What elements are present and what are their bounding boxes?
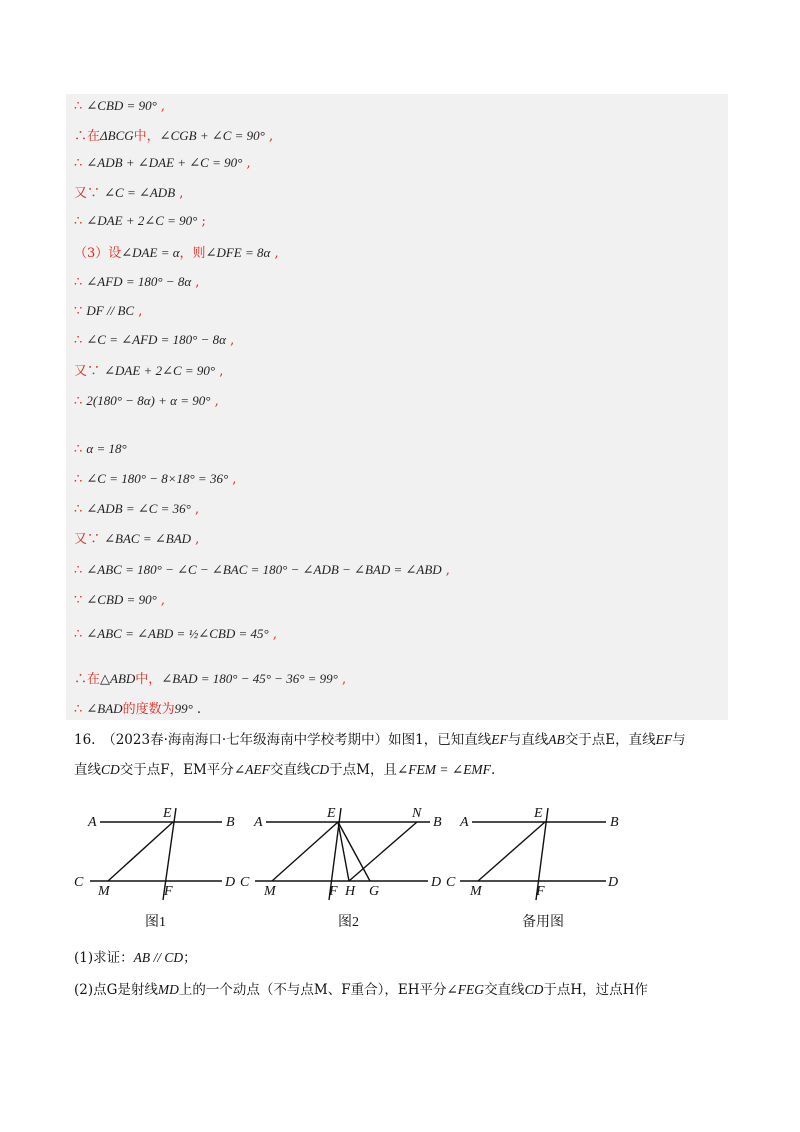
figure-1: [90, 808, 222, 900]
question-1: [74, 948, 197, 968]
solution-step: [74, 670, 346, 689]
math-expression: ∠C = ∠AFD = 180° − 8α: [86, 332, 226, 347]
text-fragment: ,: [215, 364, 224, 379]
fig3-label-E: E: [534, 806, 543, 821]
text-fragment: ,: [268, 627, 277, 642]
text-fragment: ,: [175, 186, 184, 201]
math-expression: ∠AEF: [233, 762, 270, 777]
figure-spare: [460, 808, 606, 900]
math-expression: ∠ADB + ∠DAE + ∠C = 90°: [86, 155, 243, 170]
text-fragment: ∴: [74, 442, 87, 457]
line-hn: [349, 822, 417, 881]
text-fragment: ∴: [74, 502, 87, 517]
text-fragment: 交直线: [269, 762, 311, 778]
fig3-label-D: D: [608, 875, 619, 890]
solution-step: [74, 212, 206, 231]
text-fragment: 中，: [133, 129, 160, 144]
text-fragment: ,: [134, 304, 143, 319]
solution-step: [74, 362, 223, 381]
line-em: [272, 822, 338, 881]
text-fragment: ∴: [74, 275, 87, 290]
solution-step: [74, 273, 199, 292]
fig2-label-F: F: [329, 884, 338, 899]
text-fragment: 与: [672, 732, 686, 748]
text-fragment: ∴: [74, 472, 87, 487]
fig2-label-G: G: [369, 884, 380, 899]
text-fragment: ,: [337, 672, 347, 687]
math-expression: ∠ABC = ∠ABD = ½∠CBD = 45°: [86, 626, 269, 641]
text-fragment: ∴: [74, 563, 87, 578]
fig1-label-B: B: [226, 815, 235, 830]
text-fragment: ,: [264, 129, 274, 144]
text-fragment: 交于点F，EM平分: [119, 762, 234, 778]
solution-step: [74, 591, 165, 610]
math-expression: ∠FEM = ∠EMF: [396, 762, 491, 777]
text-fragment: ∴: [74, 627, 87, 642]
math-expression: ∠CBD = 90°: [86, 98, 157, 113]
solution-step: [74, 154, 251, 173]
fig2-label-A: A: [254, 815, 263, 830]
fig1-label-E: E: [163, 806, 172, 821]
solution-step: [74, 700, 201, 719]
fig3-label-A: A: [460, 815, 469, 830]
solution-step: [74, 302, 142, 321]
problem-statement-line1: [74, 730, 686, 750]
math-expression: ∠BAD = 180° − 45° − 36° = 99°: [161, 671, 338, 686]
text-fragment: ,: [228, 472, 237, 487]
fig2-label-E: E: [327, 806, 336, 821]
fig3-label-B: B: [610, 815, 619, 830]
fig3-label-C: C: [446, 875, 456, 890]
math-expression: ∠DAE + 2∠C = 90°: [104, 363, 216, 378]
line-em: [108, 822, 173, 881]
solution-step: [74, 440, 127, 459]
text-fragment: 于点M，且: [329, 762, 397, 778]
text-fragment: 的度数为: [122, 702, 175, 717]
text-fragment: ∴在: [74, 129, 101, 144]
fig3-label-F: F: [536, 884, 545, 899]
solution-step: [74, 331, 234, 350]
fig2-label-B: B: [433, 815, 442, 830]
text-fragment: 与直线: [507, 732, 549, 748]
math-expression: MD: [157, 982, 179, 997]
solution-step: [74, 530, 199, 549]
fig1-label-C: C: [74, 875, 84, 890]
math-expression: EF: [655, 732, 673, 747]
text-fragment: ∵: [74, 593, 87, 608]
solution-step: [74, 244, 279, 263]
math-expression: EF: [491, 732, 508, 747]
fig2-caption: 图2: [338, 915, 359, 930]
figure-2: [255, 808, 430, 900]
text-fragment: ,: [242, 156, 251, 171]
text-fragment: ∴: [74, 214, 87, 229]
figures: [0, 800, 800, 930]
text-fragment: ,: [191, 275, 200, 290]
text-fragment: ；: [183, 950, 197, 966]
math-expression: 99°: [174, 701, 193, 716]
math-expression: ∠C = 180° − 8×18° = 36°: [86, 471, 229, 486]
solution-step: [74, 625, 277, 644]
math-expression: ΔBCG: [100, 128, 134, 143]
math-expression: ∠BAC = ∠BAD: [104, 531, 192, 546]
text-fragment: ∴: [74, 156, 87, 171]
text-fragment: ∴: [74, 333, 87, 348]
question-2: [74, 980, 648, 1000]
text-fragment: ,: [156, 99, 166, 114]
solution-step: [74, 500, 199, 519]
math-expression: AB: [548, 732, 565, 747]
text-fragment: ∴: [74, 394, 87, 409]
text-fragment: ，则: [179, 246, 206, 261]
solution-step: [74, 561, 450, 580]
fig3-label-M: M: [470, 884, 482, 899]
text-fragment: ∴: [74, 99, 87, 114]
math-expression: CD: [524, 982, 544, 997]
line-em: [478, 822, 545, 881]
solution-step: [74, 392, 219, 411]
text-fragment: 又∵: [74, 186, 105, 201]
math-expression: ∠AFD = 180° − 8α: [86, 274, 192, 289]
fig2-label-N: N: [412, 806, 422, 821]
text-fragment: ,: [210, 394, 219, 409]
text-fragment: 上的一个动点（不与点M、F重合），EH平分: [178, 982, 447, 998]
fig1-label-M: M: [98, 884, 110, 899]
math-expression: DF // BC: [86, 303, 135, 318]
math-expression: AB // CD: [133, 950, 184, 965]
math-expression: △ABD: [100, 671, 136, 686]
problem-statement-line2: [74, 760, 504, 780]
text-fragment: 于点H，过点H作: [543, 982, 648, 998]
solution-step: [74, 470, 236, 489]
fig3-caption: 备用图: [522, 915, 564, 930]
fig1-label-D: D: [225, 875, 236, 890]
text-fragment: ∵: [74, 304, 87, 319]
text-fragment: 交直线: [484, 982, 525, 998]
fig1-caption: 图1: [145, 915, 166, 930]
math-expression: ∠CBD = 90°: [86, 592, 157, 607]
text-fragment: ,: [156, 593, 166, 608]
math-expression: α = 18°: [86, 441, 127, 456]
math-expression: ∠C = ∠ADB: [104, 185, 176, 200]
math-expression: ∠DAE + 2∠C = 90°: [86, 213, 198, 228]
fig1-label-A: A: [88, 815, 97, 830]
solution-step: [74, 184, 183, 203]
text-fragment: ,: [270, 246, 279, 261]
solution-step: [74, 127, 273, 146]
text-fragment: ;: [197, 214, 206, 229]
fig2-label-M: M: [264, 884, 276, 899]
text-fragment: 中，: [135, 672, 162, 687]
math-expression: ∠DFE = 8α: [205, 245, 271, 260]
text-fragment: ．: [490, 762, 505, 778]
text-fragment: 又∵: [74, 532, 105, 547]
fig1-label-F: F: [164, 884, 173, 899]
text-fragment: (2)点G是射线: [74, 982, 158, 998]
text-fragment: ,: [225, 333, 235, 348]
math-expression: ∠BAD: [86, 701, 123, 716]
text-fragment: 又∵: [74, 364, 105, 379]
math-expression: CD: [310, 762, 330, 777]
text-fragment: ,: [191, 532, 200, 547]
math-expression: ∠ADB = ∠C = 36°: [86, 501, 191, 516]
text-fragment: 直线: [74, 762, 101, 778]
text-fragment: .: [192, 702, 202, 717]
fig2-label-D: D: [431, 875, 442, 890]
math-expression: ∠ABC = 180° − ∠C − ∠BAC = 180° − ∠ADB − ∠BAD = ∠ABD: [86, 562, 442, 577]
solution-step: [74, 97, 165, 116]
fig2-label-C: C: [240, 875, 250, 890]
text-fragment: 交于点E，直线: [564, 732, 656, 748]
text-fragment: （3）设: [74, 246, 122, 261]
fig2-label-H: H: [345, 884, 356, 899]
math-expression: ∠FEG: [446, 982, 485, 997]
text-fragment: ∴在: [74, 672, 101, 687]
math-expression: CD: [101, 762, 120, 777]
math-expression: ∠DAE = α: [121, 245, 180, 260]
text-fragment: ,: [441, 563, 450, 578]
math-expression: 2(180° − 8α) + α = 90°: [86, 393, 211, 408]
text-fragment: ,: [190, 502, 200, 517]
text-fragment: (1)求证：: [74, 950, 134, 966]
math-expression: ∠CGB + ∠C = 90°: [159, 128, 265, 143]
text-fragment: ∴: [74, 702, 87, 717]
text-fragment: 16. （2023春·海南海口·七年级海南中学校考期中）如图1，已知直线: [74, 732, 492, 748]
